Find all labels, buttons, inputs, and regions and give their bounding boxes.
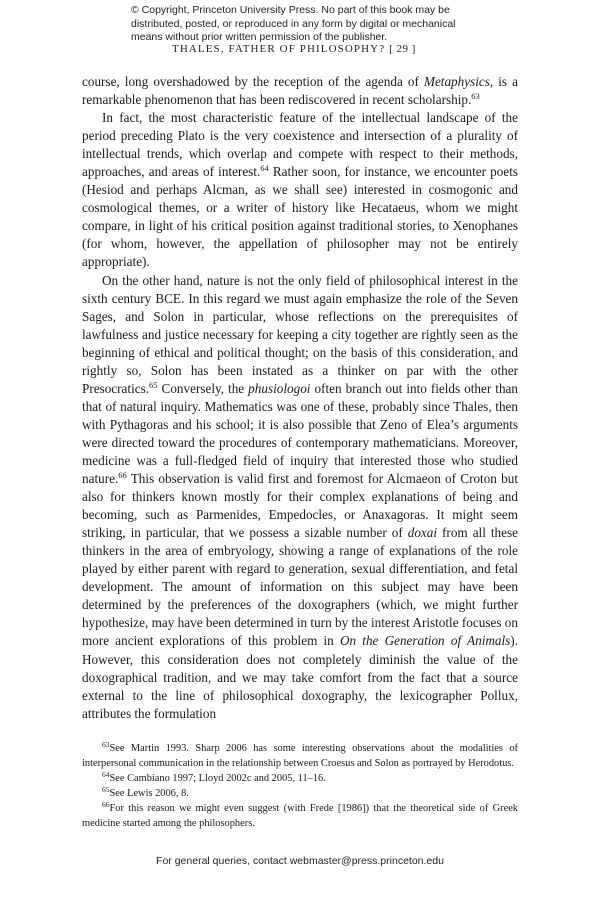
footnote-number: 64 <box>102 770 110 780</box>
running-head-title: THALES, FATHER OF PHILOSOPHY? <box>172 43 386 55</box>
footnote-ref: 65 <box>149 379 158 390</box>
page-number: [ 29 ] <box>389 43 416 55</box>
footnote-number: 65 <box>102 785 110 795</box>
paragraph: On the other hand, nature is not the only field of philosophical interest in the sixth century BCE. In this regard we must again emphasize the role of the Seven Sages, and Solon in particular, whose reflections on the prerequisites of lawfulness and justice necessary for keeping a city together are rightly seen as the beginning of ethical and political thought; on the basis of this consideration, and rightly so, Solon has been instated as a thinker on par with the other Presocratics.$^{65}$ Conversely, the phusiologoi often branch out into fields other than that of natural inquiry. Mathematics was one of these, probably since Thales, then with Pythagoras and his school; it is also possible that Zeno of Elea’s arguments were directed toward the procedures of contemporary mathematicians. Moreover, medicine was a full-fledged field of inquiry that interested those who studied nature.$^{66}$ This observation is valid first and foremost for Alcmaeon of Croton but also for thinkers known mostly for their complex explanations of being and becoming, such as Parmenides, Empedocles, or Anaxagoras. It might seem striking, in particular, that we possess a sizable number of doxai from all these thinkers in the area of embryology, showing a range of explanations of the role played by either parent with regard to generation, sexual differentiation, and fetal development. The amount of information on this subject may have been determined by the preferences of the doxographers (which, we might further hypothesize, may have been determined in turn by the interest Aristotle focuses on more ancient explorations of this problem in On the Generation of Animals). However, this consideration does not completely diminish the value of the doxographical tradition, and we may take comfort from the fact that a source external to the line of philosophical doxography, the lexicographer Pollux, attributes the formulation <box>82 272 518 721</box>
footnote: $^{64}$See Cambiano 1997; Lloyd 2002c and 2005, 11–16. <box>102 770 326 785</box>
footer-contact: For general queries, contact webmaster@press.princeton.edu <box>156 855 444 867</box>
copyright-notice: © Copyright, Princeton University Press. No part of this book may be distributed, posted, or reproduced in any form by digital or mechanical means without prior written permission of the publisher. <box>131 4 456 43</box>
footnotes <box>82 741 518 832</box>
paragraph: course, long overshadowed by the reception of the agenda of Metaphysics, is a remarkable phenomenon that has been rediscovered in recent scholarship.$^{63}$ <box>82 74 518 108</box>
footnote: $^{66}$For this reason we might even suggest (with Frede [1986]) that the theoretical side of Greek medicine started among the philosophers. <box>82 800 518 830</box>
footnote: $^{65}$See Lewis 2006, 8. <box>102 785 189 800</box>
footnote-ref: 66 <box>118 470 127 481</box>
paragraph: In fact, the most characteristic feature of the intellectual landscape of the period preceding Plato is the very coexistence and intersection of a plurality of intellectual trends, which overlap and compete with respect to their methods, approaches, and areas of interest.$^{64}$ Rather soon, for instance, we encounter poets (Hesiod and perhaps Alcman, as we shall see) interested in cosmogonic and cosmological themes, or a writer of history like Hecataeus, whom we might compare, in light of his critical position against traditional stories, to Xenophanes (for whom, however, the appellation of philosopher may not be entirely appropriate). <box>82 110 518 270</box>
main-text <box>82 73 518 723</box>
footnote-number: 66 <box>102 800 110 810</box>
footnote-ref: 64 <box>260 163 269 174</box>
footnote: $^{63}$See Martin 1993. Sharp 2006 has some interesting observations about the modalities of interpersonal communication in the relationship between Croesus and Solon as portrayed by Herodotus. <box>82 740 518 770</box>
footnote-ref: 63 <box>471 91 480 102</box>
running-head <box>172 43 416 55</box>
footnote-number: 63 <box>102 740 110 749</box>
